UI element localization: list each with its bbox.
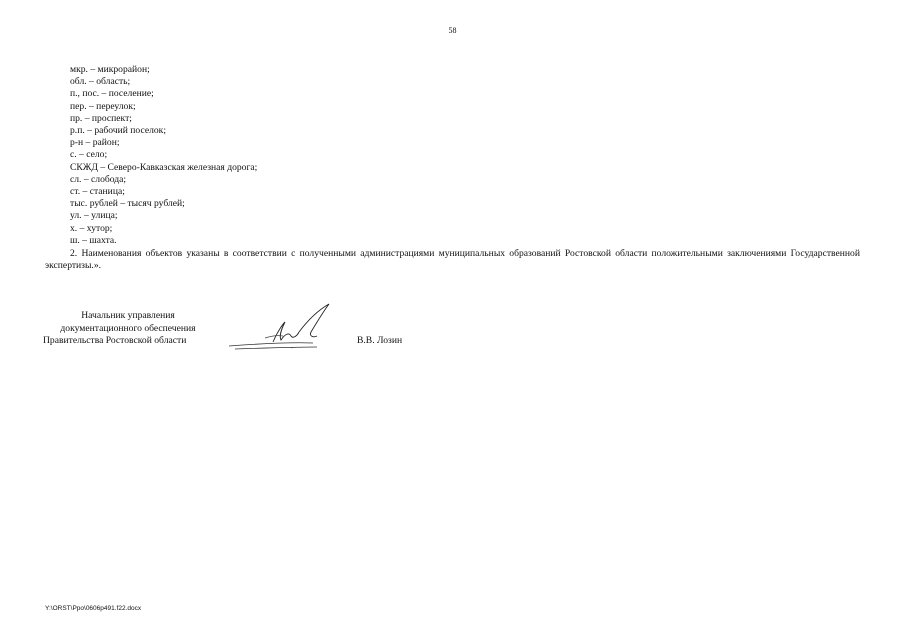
handwritten-signature <box>225 302 337 352</box>
list-item: р.п. – рабочий поселок; <box>70 125 167 137</box>
list-item: р-н – район; <box>70 137 120 149</box>
list-item: СКЖД – Северо-Кавказская железная дорога; <box>70 161 258 173</box>
list-item: тыс. рублей – тысяч рублей; <box>70 198 185 210</box>
footer-file-path: Y:\ORST\Ppo\0606p491.f22.docx <box>45 605 142 612</box>
abbreviations-list <box>70 64 257 247</box>
signatory-title-line: Правительства Ростовской области <box>43 335 187 347</box>
list-item: мкр. – микрорайон; <box>70 64 150 75</box>
signer-name: В.В. Лозин <box>357 335 403 346</box>
signatory-title <box>44 310 212 348</box>
list-item: пр. – проспект; <box>70 112 132 124</box>
note-paragraph: 2. Наименования объектов указаны в соответствии с полученными администрациями муниципальных образований Ростовской области положительными заключениями Государственной экспертизы.». <box>45 248 860 272</box>
list-item: с. – село; <box>70 149 108 161</box>
list-item: ул. – улица; <box>70 210 118 222</box>
signatory-title-line: Начальник управления <box>81 310 175 321</box>
page-number: 58 <box>448 26 457 35</box>
list-item: пер. – переулок; <box>70 100 136 112</box>
list-item: х. – хутор; <box>70 222 113 234</box>
list-item: ш. – шахта. <box>70 234 117 246</box>
list-item: сл. – слобода; <box>70 173 127 185</box>
signatory-title-line: документационного обеспечения <box>60 322 196 334</box>
list-item: ст. – станица; <box>70 186 125 198</box>
list-item: п., пос. – поселение; <box>70 88 154 100</box>
list-item: обл. – область; <box>70 76 131 88</box>
